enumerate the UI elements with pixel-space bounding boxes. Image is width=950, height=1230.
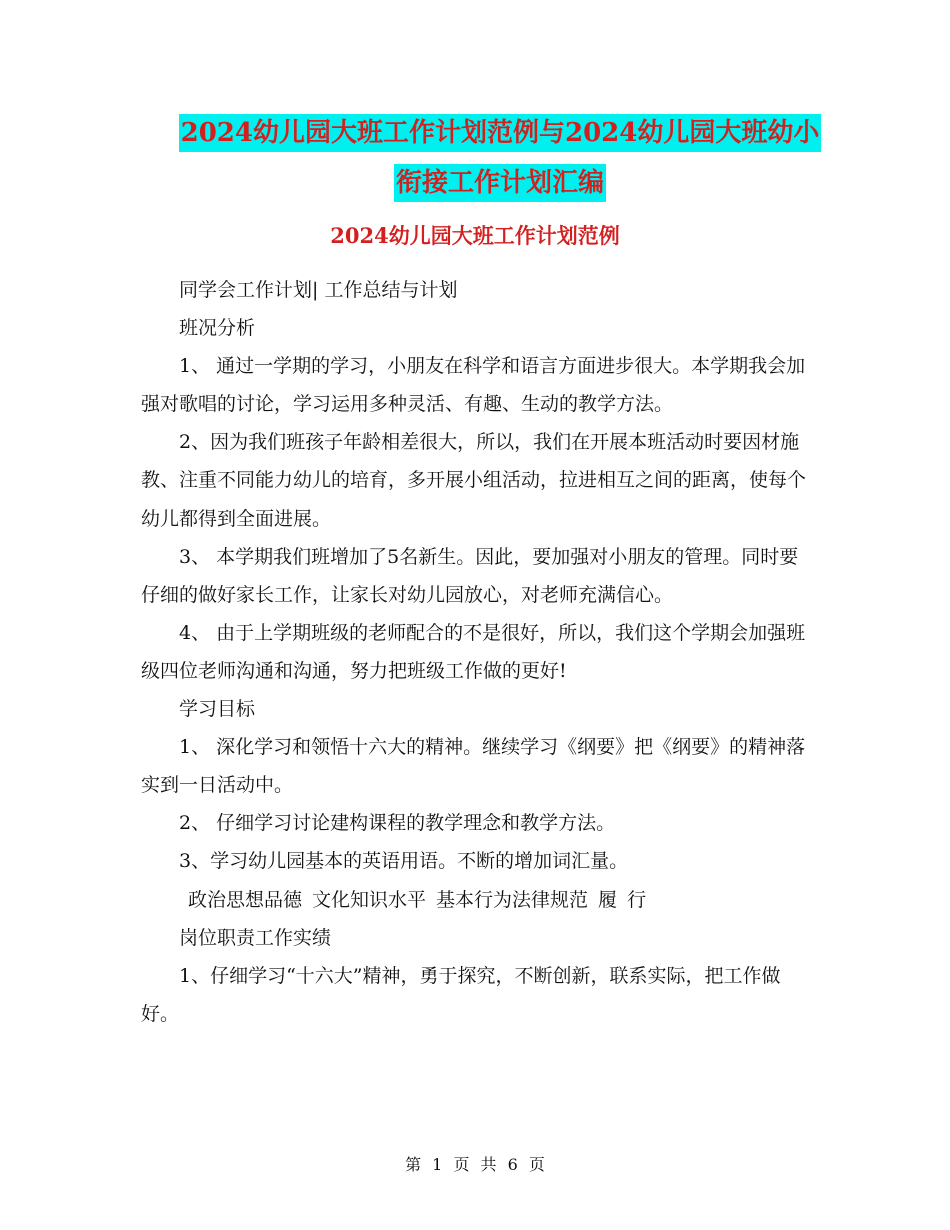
heading-class-analysis: 班况分析 [179,317,256,340]
criteria-item: 政治思想品德 [188,888,303,911]
paragraph-duty-1: 1、仔细学习“十六大”精神，勇于探究，不断创新，联系实际，把工作做好。 [141,964,781,1025]
document-body [141,271,809,1033]
paragraph-analysis-2: 2、因为我们班孩子年龄相差很大，所以，我们在开展本班活动时要因材施教、注重不同能力幼儿的培育，多开展小组活动，拉进相互之间的距离，使每个幼儿都得到全面进展。 [141,431,807,530]
paragraph-analysis-1: 1、 通过一学期的学习，小朋友在科学和语言方面进步很大。本学期我会加强对歌唱的讨论，学习运用多种灵活、有趣、生动的教学方法。 [141,355,806,416]
paragraph-header-links: 同学会工作计划| 工作总结与计划 [179,279,458,301]
section-title: 2024幼儿园大班工作计划范例 [330,223,620,248]
page-footer: 第 1 页 共 6 页 [405,1155,545,1174]
document-title-line-1: 2024幼儿园大班工作计划范例与2024幼儿园大班幼小 [179,114,822,152]
criteria-row [141,881,809,919]
paragraph-goal-3: 3、学习幼儿园基本的英语用语。不断的增加词汇量。 [179,850,629,873]
paragraph-analysis-4: 4、 由于上学期班级的老师配合的不是很好，所以，我们这个学期会加强班级四位老师沟通和沟通，努力把班级工作做的更好! [141,621,806,682]
criteria-item: 行 [627,888,647,911]
paragraph-goal-1: 1、 深化学习和领悟十六大的精神。继续学习《纲要》把《纲要》的精神落实到一日活动中。 [141,736,806,797]
heading-job-duties: 岗位职责工作实绩 [179,926,332,949]
paragraph-analysis-3: 3、 本学期我们班增加了5名新生。因此，要加强对小朋友的管理。同时要仔细的做好家长工作，让家长对幼儿园放心，对老师充满信心。 [141,545,799,606]
paragraph-goal-2: 2、 仔细学习讨论建构课程的教学理念和教学方法。 [179,812,616,835]
criteria-item: 文化知识水平 [312,888,427,911]
document-title [140,108,860,208]
criteria-item: 履 [598,888,618,911]
document-title-line-2: 衔接工作计划汇编 [394,164,606,202]
criteria-item: 基本行为法律规范 [436,888,589,911]
heading-learning-goals: 学习目标 [179,698,256,721]
